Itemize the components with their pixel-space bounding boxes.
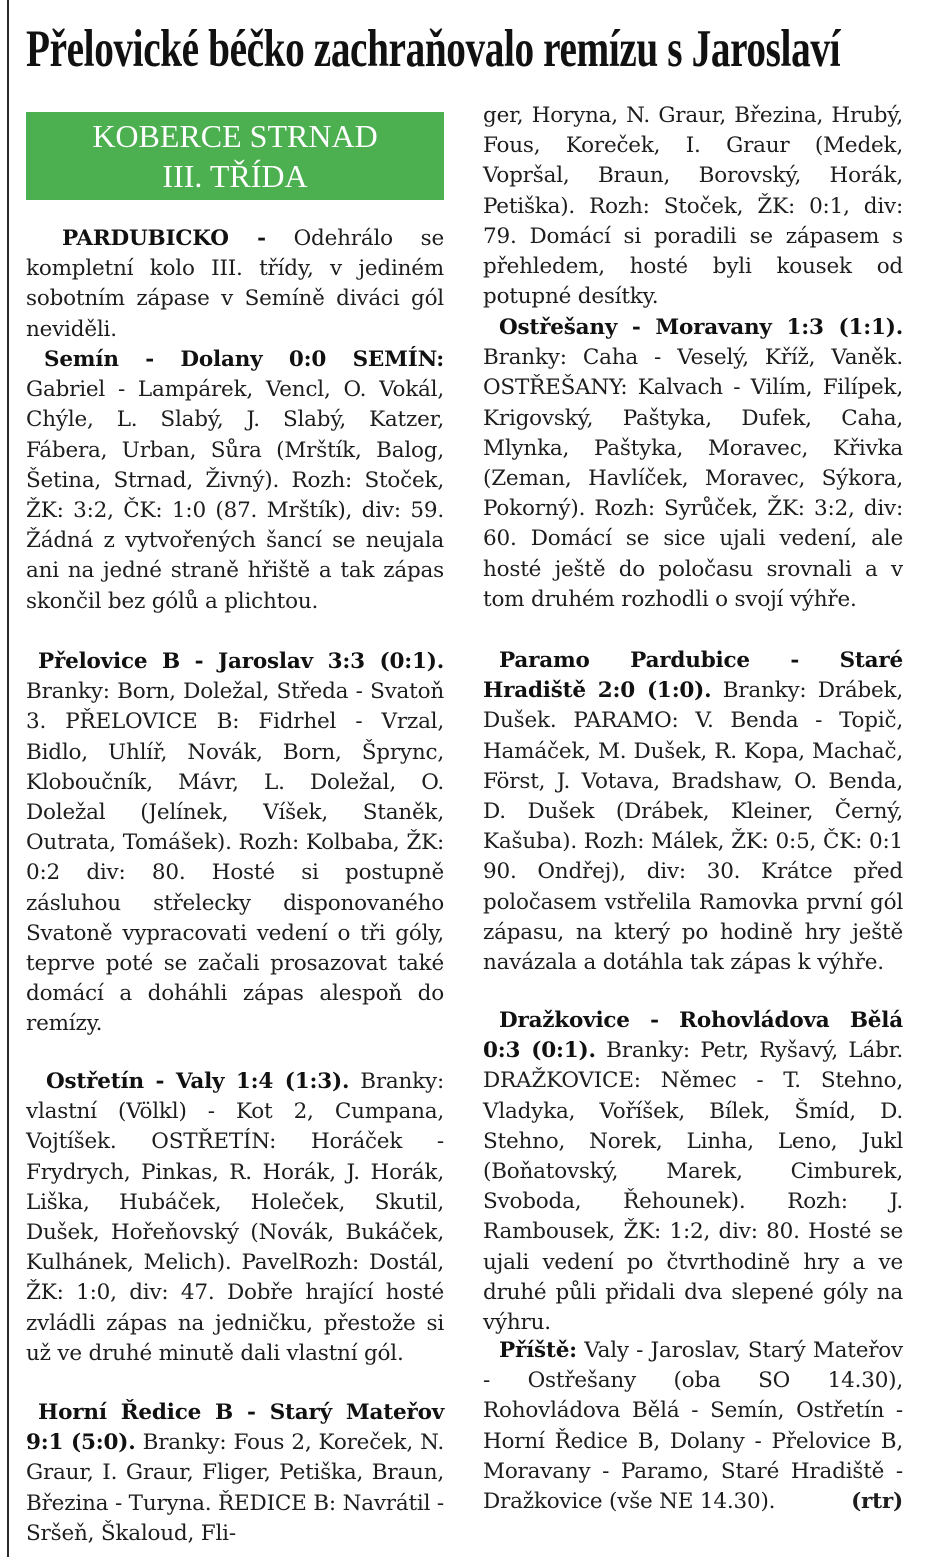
match-heading: Přelovice B - Jaroslav 3:3 (0:1). xyxy=(38,649,444,674)
author-signature: (rtr) xyxy=(851,1489,903,1515)
match-report xyxy=(26,1398,444,1549)
match-text: Branky: Fous 2, Koreček, N. Graur, I. Graur, Fliger, Petiška, Braun, Březina - Turyna. ŘEDICE B: Navrátil - Sršeň, Škaloud, Fli- xyxy=(26,1430,444,1546)
next-fixtures xyxy=(483,1336,903,1517)
match-report xyxy=(483,646,903,978)
section-banner xyxy=(26,112,444,200)
match-text: Gabriel - Lampárek, Vencl, O. Vokál, Chýle, L. Slabý, J. Slabý, Katzer, Fábera, Urban, Sůra (Mrštík, Balog, Šetina, Strnad, Živný). Rozh: Stoček, ŽK: 3:2, ČK: 1:0 (87. Mrštík), div: 59. Žádná z vytvořených šancí se neujala ani na jedné straně hřiště a tak zápas skončil bez gólů a plichtou. xyxy=(26,377,444,614)
next-text: Valy - Jaroslav, Starý Mateřov - Ostřešany (oba SO 14.30), Rohovládova Bělá - Semín, Ostřetín - Horní Ředice B, Dolany - Přelovice B, Moravany - Paramo, Staré Hradiště - Dražkovice (vše NE 14.30). xyxy=(483,1338,903,1515)
match-text: Branky: Drábek, Dušek. PARAMO: V. Benda - Topič, Hamáček, M. Dušek, R. Kopa, Machač, Först, J. Votava, Bradshaw, O. Benda, D. Dušek (Drábek, Kleiner, Černý, Kašuba). Rozh: Málek, ŽK: 0:5, ČK: 0:1 90. Ondřej), div: 30. Krátce před poločasem vstřelila Ramovka první gól zápasu, na který po hodině hry ještě navázala a dotáhla tak zápas k výhře. xyxy=(483,678,904,976)
match-heading: Dražkovice - Rohovládova Bělá 0:3 (0:1). xyxy=(483,1008,903,1064)
next-lead: Příště: xyxy=(499,1338,577,1363)
match-heading: Paramo Pardubice - Staré Hradiště 2:0 (1:0). xyxy=(483,648,903,704)
match-text: Branky: Born, Doležal, Středa - Svatoň 3. PŘELOVICE B: Fidrhel - Vrzal, Bidlo, Uhlíř, Novák, Born, Šprync, Kloboučník, Mávr, L. Doležal, O. Doležal (Jelínek, Víšek, Staněk, Outrata, Tomášek). Rozh: Kolbaba, ŽK: 0:2 div: 80. Hosté si postupně zásluhou střelecky disponovaného Svatoně vypracovati vedení o tři góly, teprve poté se začali prosazovat také domácí a doháhli zápas alespoň do remízy. xyxy=(26,679,444,1037)
intro-text: Odehrálo se kompletní kolo III. třídy, v jediném sobotním zápase v Semíně diváci gól neviděli. xyxy=(26,226,445,342)
match-report-continuation: ger, Horyna, N. Graur, Březina, Hrubý, Fous, Koreček, I. Graur (Medek, Vopršal, Braun, Borovský, Horák, Petiška). Rozh: Stoček, ŽK: 0:1, div: 79. Domácí si poradili se zápasem s přehledem, hosté byli kousek od potupné desítky. xyxy=(483,103,903,310)
match-report xyxy=(26,345,444,617)
intro-lead: PARDUBICKO - xyxy=(62,226,266,251)
intro-paragraph xyxy=(26,224,444,345)
match-text: Branky: Caha - Veselý, Kříž, Vaněk. OSTŘEŠANY: Kalvach - Vilím, Filípek, Krigovský, Paštyka, Dufek, Caha, Mlynka, Paštyka, Moravec, Křivka (Zeman, Havlíček, Moravec, Sýkora, Pokorný). Rozh: Syrůček, ŽK: 3:2, div: 60. Domácí se sice ujali vedení, ale hosté ještě do poločasu srovnali a v tom druhém rozhodli o svojí výhře. xyxy=(483,345,903,612)
match-text: Branky: Petr, Ryšavý, Lábr. DRAŽKOVICE: Němec - T. Stehno, Vladyka, Voříšek, Bílek, Šmíd, D. Stehno, Norek, Linha, Leno, Jukl (Boňatovský, Marek, Cimburek, Svoboda, Řehounek). Rozh: J. Rambousek, ŽK: 1:2, div: 80. Hosté se ujali vedení po čtvrthodině hry a ve druhé půli přidali dva slepené góly na výhru. xyxy=(483,1038,903,1336)
match-heading: Ostřetín - Valy 1:4 (1:3). xyxy=(46,1069,350,1094)
match-heading: Semín - Dolany 0:0 SEMÍN: xyxy=(44,347,444,372)
match-report xyxy=(26,647,444,1040)
match-report xyxy=(483,1006,903,1338)
match-heading: Ostřešany - Moravany 1:3 (1:1). xyxy=(499,315,903,340)
banner-title: KOBERCE STRNAD xyxy=(92,118,378,154)
column-rule xyxy=(7,0,9,1557)
match-report xyxy=(483,313,903,615)
banner-subtitle: III. TŘÍDA xyxy=(162,158,308,194)
match-report xyxy=(26,1067,444,1369)
headline: Přelovické béčko zachraňovalo remízu s Jaroslaví xyxy=(26,20,841,78)
match-text: Branky: vlastní (Völkl) - Kot 2, Cumpana, Vojtíšek. OSTŘETÍN: Horáček - Frydrych, Pinkas, R. Horák, J. Horák, Liška, Hubáček, Holeček, Skutil, Dušek, Hořeňovský (Novák, Bukáček, Kulhánek, Melich). PavelRozh: Dostál, ŽK: 1:0, div: 47. Dobře hrající hosté zvládli zápas na jedničku, přestože si už ve druhé minutě dali vlastní gól. xyxy=(26,1069,444,1366)
match-heading: Horní Ředice B - Starý Mateřov 9:1 (5:0). xyxy=(26,1400,444,1456)
